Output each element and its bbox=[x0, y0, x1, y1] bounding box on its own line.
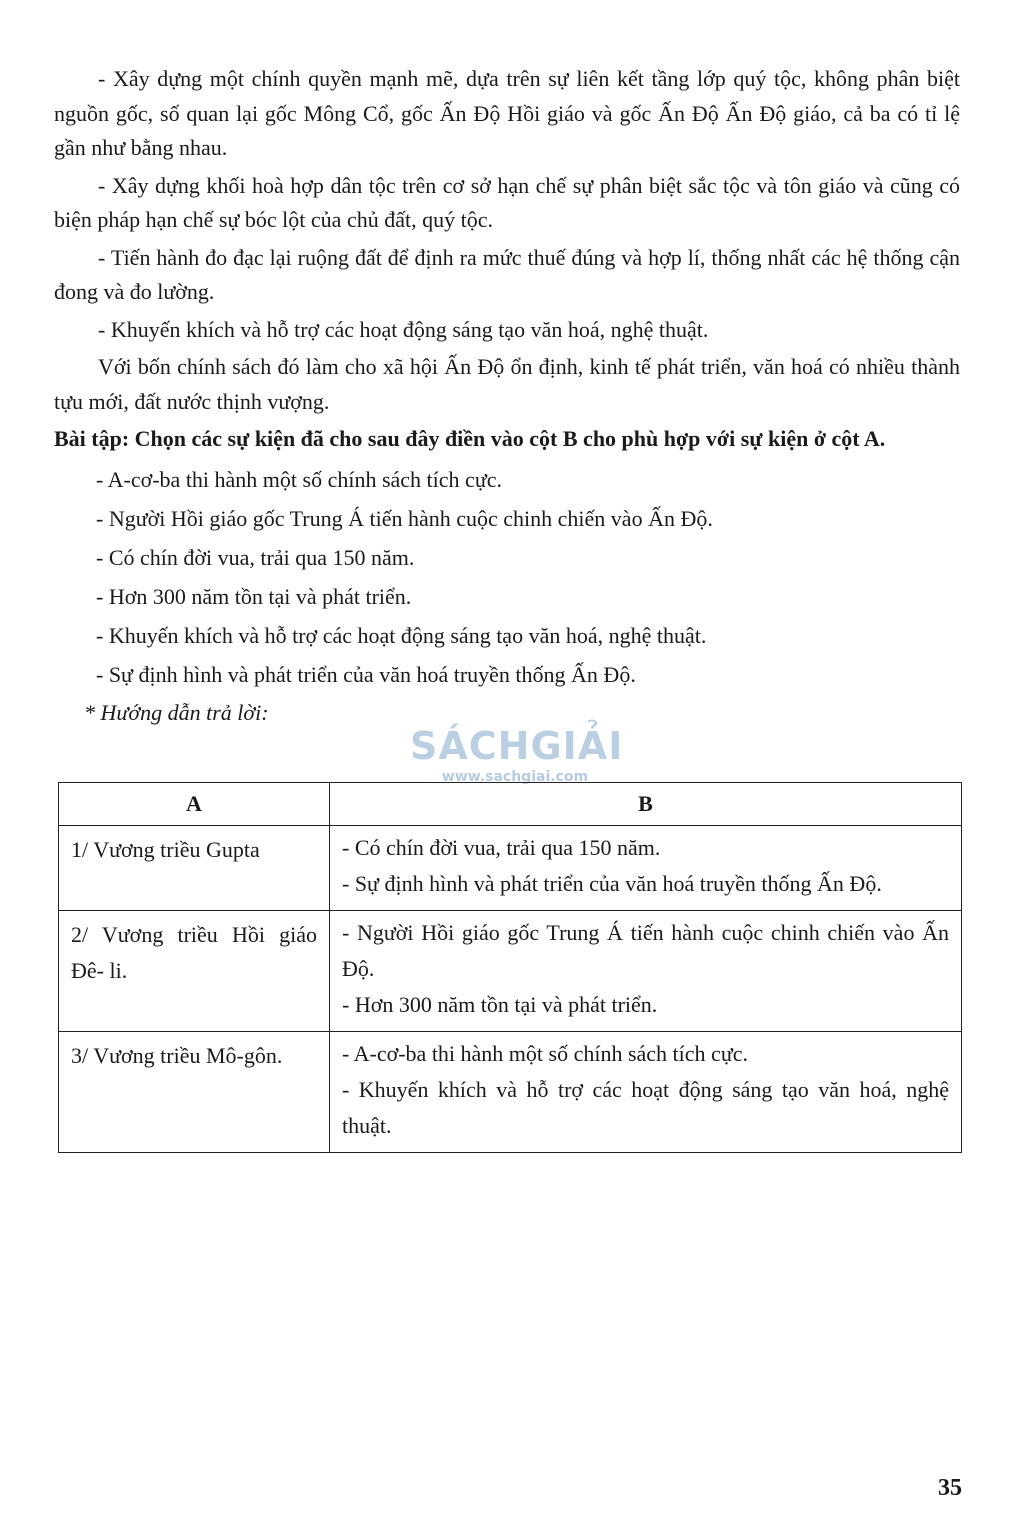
column-header-b: B bbox=[330, 783, 962, 826]
event-entry: - Có chín đời vua, trải qua 150 năm. bbox=[342, 835, 661, 860]
events-cell bbox=[330, 826, 962, 911]
table-row bbox=[59, 911, 962, 1032]
page-number: 35 bbox=[938, 1475, 962, 1501]
table-row bbox=[59, 826, 962, 911]
event-entry: - A-cơ-ba thi hành một số chính sách tích cực. bbox=[342, 1041, 749, 1066]
event-entry: - Hơn 300 năm tồn tại và phát triển. bbox=[342, 992, 658, 1017]
watermark-logo bbox=[410, 724, 624, 786]
watermark-url: www.sachgiai.com bbox=[441, 769, 589, 785]
column-header-a: A bbox=[59, 783, 330, 826]
list-item: - Sự định hình và phát triển của văn hoá truyền thống Ấn Độ. bbox=[96, 661, 636, 687]
watermark-logo-text: SÁCHGIẢI bbox=[410, 724, 624, 768]
page-body bbox=[54, 62, 960, 732]
events-cell bbox=[330, 1032, 962, 1153]
table-header-row bbox=[59, 783, 962, 826]
paragraph: Với bốn chính sách đó làm cho xã hội Ấn Độ ổn định, kinh tế phát triển, văn hoá có nhiều thành tựu mới, đất nước thịnh vượng. bbox=[54, 354, 960, 414]
events-cell bbox=[330, 911, 962, 1032]
event-list bbox=[54, 460, 960, 694]
event-entry: - Người Hồi giáo gốc Trung Á tiến hành cuộc chinh chiến vào Ấn Độ. bbox=[342, 920, 949, 981]
table-row bbox=[59, 1032, 962, 1153]
dynasty-cell: 2/ Vương triều Hồi giáo Đê- li. bbox=[59, 911, 330, 1032]
answer-table bbox=[58, 782, 962, 1153]
event-entry: - Khuyến khích và hỗ trợ các hoạt động sáng tạo văn hoá, nghệ thuật. bbox=[342, 1077, 949, 1138]
exercise-heading: Bài tập: Chọn các sự kiện đã cho sau đây điền vào cột B cho phù hợp với sự kiện ở cột A. bbox=[54, 426, 886, 451]
event-entry: - Sự định hình và phát triển của văn hoá truyền thống Ấn Độ. bbox=[342, 871, 882, 896]
paragraph: - Xây dựng một chính quyền mạnh mẽ, dựa trên sự liên kết tầng lớp quý tộc, không phân biệt nguồn gốc, số quan lại gốc Mông Cổ, gốc Ấn Độ Hồi giáo và gốc Ấn Độ Ấn Độ giáo, cả ba có tỉ lệ gần như bằng nhau. bbox=[54, 66, 960, 160]
dynasty-cell: 1/ Vương triều Gupta bbox=[59, 826, 330, 911]
dynasty-cell: 3/ Vương triều Mô-gôn. bbox=[59, 1032, 330, 1153]
paragraph: - Tiến hành đo đạc lại ruộng đất để định ra mức thuế đúng và hợp lí, thống nhất các hệ thống cận đong và đo lường. bbox=[54, 244, 960, 304]
list-item: - A-cơ-ba thi hành một số chính sách tích cực. bbox=[96, 466, 503, 492]
answer-guide-label: * Hướng dẫn trả lời: bbox=[84, 699, 269, 725]
paragraph: - Khuyến khích và hỗ trợ các hoạt động sáng tạo văn hoá, nghệ thuật. bbox=[98, 316, 709, 342]
list-item: - Hơn 300 năm tồn tại và phát triển. bbox=[96, 583, 412, 609]
list-item: - Có chín đời vua, trải qua 150 năm. bbox=[96, 544, 415, 570]
list-item: - Người Hồi giáo gốc Trung Á tiến hành cuộc chinh chiến vào Ấn Độ. bbox=[96, 505, 713, 531]
paragraph: - Xây dựng khối hoà hợp dân tộc trên cơ sở hạn chế sự phân biệt sắc tộc và tôn giáo và cũng có biện pháp hạn chế sự bóc lột của chủ đất, quý tộc. bbox=[54, 172, 960, 232]
list-item: - Khuyến khích và hỗ trợ các hoạt động sáng tạo văn hoá, nghệ thuật. bbox=[96, 622, 707, 648]
